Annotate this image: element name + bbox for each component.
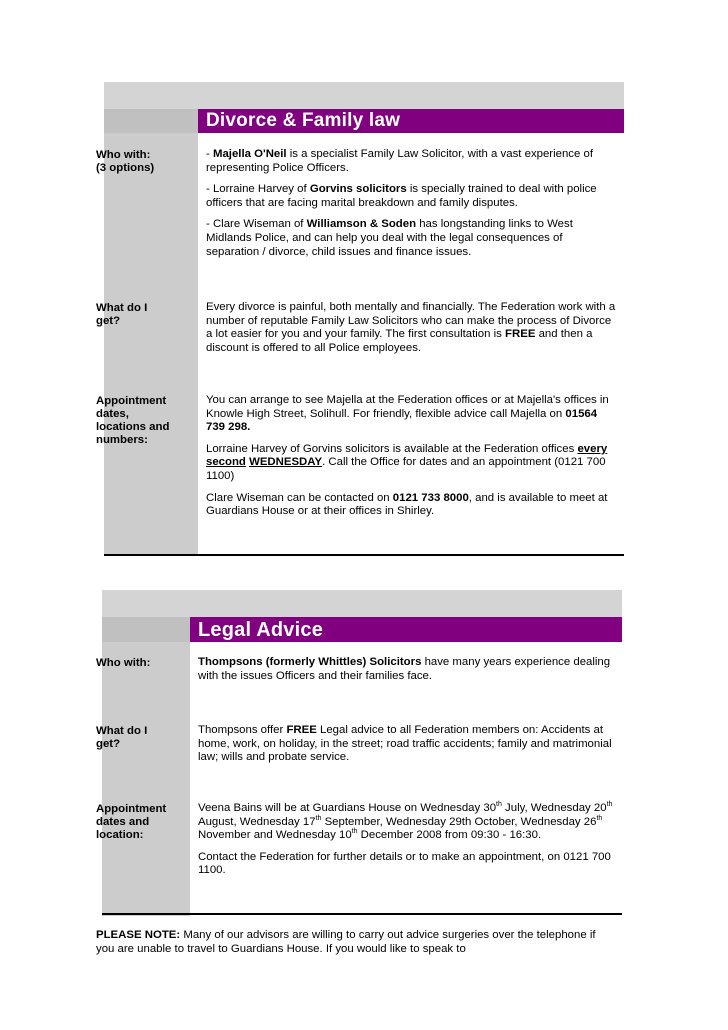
paragraph	[206, 148, 618, 175]
section-header	[104, 109, 624, 133]
text: . Call the Office for dates and an appointment (0121 700 1100)	[206, 456, 606, 482]
label-line: What do I	[96, 725, 148, 737]
section-header	[102, 617, 622, 642]
paragraph	[206, 394, 618, 435]
section-title: Legal Advice	[198, 619, 324, 641]
text: December 2008 from 09:30 - 16:30.	[357, 829, 542, 842]
text: - Clare Wiseman of	[206, 218, 307, 231]
row-label	[96, 149, 186, 175]
paragraph	[206, 443, 618, 484]
text: Lorraine Harvey of Gorvins solicitors is available at the Federation offices	[206, 442, 578, 455]
label-line: Who with:	[96, 657, 151, 669]
superscript: th	[596, 814, 603, 822]
text: Thompsons offer	[198, 724, 287, 736]
section-top-band	[102, 590, 622, 617]
bold-text: FREE	[286, 724, 317, 736]
paragraph	[198, 724, 618, 765]
text: and then a discount is offered to all Police employees.	[206, 328, 593, 354]
superscript: th	[315, 814, 322, 822]
row-text	[198, 724, 618, 773]
legal-advice-section	[96, 590, 622, 916]
paragraph	[206, 183, 618, 210]
please-note	[96, 929, 616, 957]
text: , and is available to meet at Guardians House or at their offices in Shirley.	[206, 491, 608, 518]
label-line: What do I	[96, 302, 148, 314]
label-line: dates and	[96, 816, 150, 828]
row-text	[206, 148, 618, 267]
text: Legal advice to all Federation members on: Accidents at home, work, on holiday, in the street; road traffic accidents; family and matrimonial law; wills and probate service.	[198, 724, 612, 764]
text: -	[206, 148, 213, 160]
text: Clare Wiseman can be contacted on	[206, 491, 393, 504]
row-label	[96, 803, 186, 842]
label-line: numbers:	[96, 434, 148, 446]
text: has longstanding links to West Midlands Police, and can help you deal with the legal consequences of separation / divorce, child issues and finance issues.	[206, 218, 573, 258]
note-text: Many of our advisors are willing to carry out advice surgeries over the telephone if you are unable to travel to Guardians House. If you would like to speak to	[96, 929, 596, 955]
superscript: th	[496, 801, 502, 809]
label-column	[104, 109, 198, 556]
text: July, Wednesday 20	[501, 802, 607, 814]
paragraph	[206, 218, 618, 259]
bold-text: 0121 733 8000	[392, 491, 469, 504]
section-top-band	[104, 82, 624, 109]
paragraph	[198, 656, 618, 683]
label-line: Appointment	[96, 803, 167, 815]
label-line: get?	[96, 315, 121, 327]
text: You can arrange to see Majella at the Federation offices or at Majella's offices in Knowle High Street, Solihull. For friendly, flexible advice call Majella on	[206, 394, 609, 420]
bold-text: Thompsons (formerly Whittles) Solicitors	[198, 656, 422, 668]
bold-text: 01564 739 298.	[206, 407, 598, 434]
label-line: get?	[96, 738, 121, 750]
row-label	[96, 657, 186, 670]
paragraph: Contact the Federation for further details or to make an appointment, on 0121 700 1100.	[198, 850, 611, 877]
row-text	[206, 301, 618, 363]
label-line: Who with:	[96, 149, 151, 161]
row-label	[96, 395, 186, 447]
row-text	[198, 802, 618, 886]
bold-text: Majella O'Neil	[212, 148, 287, 160]
label-line: location:	[96, 829, 144, 841]
text: August, Wednesday 17	[198, 815, 316, 828]
text: is a specialist Family Law Solicitor, with a vast experience of representing Police Officers.	[206, 148, 594, 174]
paragraph	[198, 802, 618, 843]
section-bottom-rule	[102, 913, 622, 915]
paragraph	[206, 492, 618, 519]
superscript: th	[606, 801, 613, 809]
row-text	[198, 656, 618, 691]
note-label: PLEASE NOTE:	[96, 929, 181, 941]
family-law-section	[96, 82, 624, 556]
text: November and Wednesday 10	[198, 829, 352, 842]
bold-underlined-text: WEDNESDAY	[249, 456, 323, 469]
section-title: Divorce & Family law	[206, 110, 401, 131]
text: have many years experience dealing with the issues Officers and their families face.	[198, 656, 611, 682]
superscript: th	[351, 828, 358, 836]
text: Veena Bains will be at Guardians House on Wednesday 30	[198, 802, 497, 814]
bold-text: Williamson & Soden	[306, 218, 417, 231]
label-line: Appointment	[96, 395, 167, 407]
text: - Lorraine Harvey of	[206, 183, 310, 196]
paragraph	[206, 301, 618, 355]
header-left-cell	[102, 617, 190, 642]
row-label	[96, 302, 186, 328]
row-label	[96, 725, 186, 751]
label-line: (3 options)	[96, 162, 155, 174]
bold-underlined-text: every second	[206, 442, 608, 469]
text: is specially trained to deal with police officers that are facing marital breakdown and family disputes.	[206, 183, 597, 209]
text: Every divorce is painful, both mentally and financially. The Federation work with a number of reputable Family Law Solicitors who can make the process of Divorce a lot easier for you and your family. The first consultation is	[206, 301, 616, 341]
row-text	[206, 394, 618, 527]
bold-text: Gorvins solicitors	[309, 183, 407, 196]
label-line: locations and	[96, 421, 170, 433]
label-line: dates,	[96, 408, 129, 420]
bold-text: FREE	[505, 328, 536, 341]
text: September, Wednesday 29th October, Wednesday 26	[321, 815, 597, 828]
header-left-cell	[104, 109, 198, 133]
section-bottom-rule	[104, 554, 624, 556]
